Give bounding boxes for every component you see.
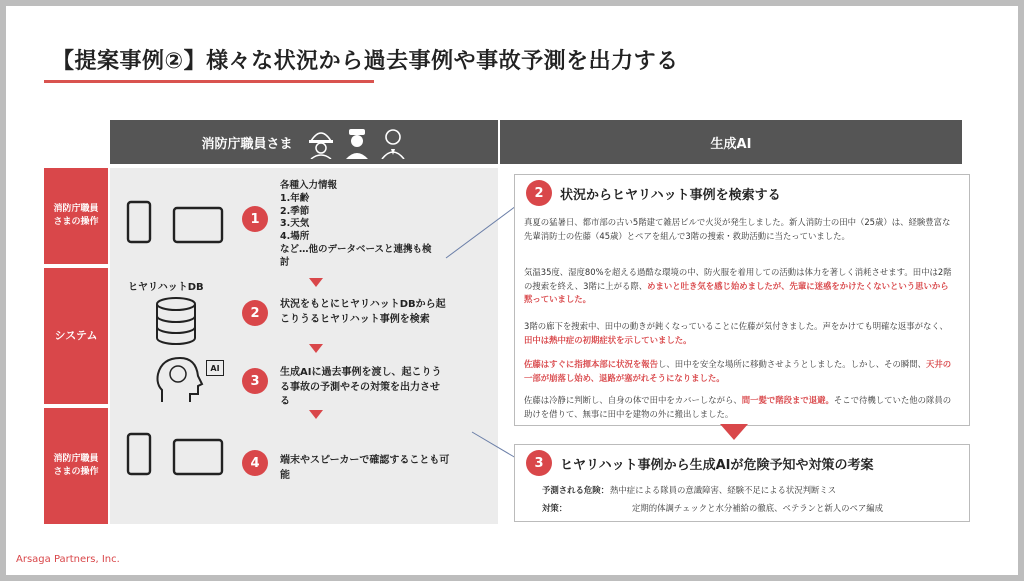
case-text: 3階の廊下を捜索中、田中の動きが鈍くなっていることに佐藤が気付きました。声をかけても明確な返事がなく、 <box>524 321 948 331</box>
page-title: 【提案事例②】様々な状況から過去事例や事故予測を出力する <box>52 49 679 74</box>
case-paragraph-1: 真夏の猛暑日、都市部の古い5階建て雑居ビルで火災が発生しました。新人消防士の田中（25歳）は、経験豊富な先輩消防士の佐藤（45歳）とペアを組んで3階の捜索・救助活動に当たっていました。 <box>524 217 951 241</box>
step-number-4: 4 <box>242 450 268 476</box>
step-number-2: 2 <box>242 300 268 326</box>
case-highlight: 佐藤はすぐに指揮本部に状況を報告 <box>524 359 658 369</box>
ai-chip-icon: AI <box>206 360 224 376</box>
footer-company: Arsaga Partners, Inc. <box>16 554 120 565</box>
case-paragraph-3 <box>524 320 956 347</box>
side-label-text: 消防庁職員 さまの操作 <box>53 453 99 477</box>
panel-number-3: 3 <box>526 450 552 476</box>
step-1-text: 各種入力情報 1.年齢 2.季節 3.天気 4.場所 など…他のデータベースと連携も検 討 <box>280 180 432 268</box>
case-text: 気温35度、湿度80%を超える過酷な環境の中、防火服を着用しての活動は体力を著しく消耗させます。田中は2階の捜索を終え、3階に上がる際、 <box>524 267 952 291</box>
side-label-text: システム <box>54 328 98 342</box>
case-paragraph-5 <box>524 394 956 421</box>
panel-number-2: 2 <box>526 180 552 206</box>
step-3-text: 生成AIに過去事例を渡し、起こりう る事故の予測やその対策を出力させ る <box>280 367 442 407</box>
panel-2-title: 状況からヒヤリハット事例を検索する <box>560 188 781 203</box>
case-highlight: 天井の一部が崩落し始め、退路が塞がれそうになりました。 <box>524 359 952 383</box>
step-number-3: 3 <box>242 368 268 394</box>
step-2-text: 状況をもとにヒヤリハットDBから起 こりうるヒヤリハット事例を検索 <box>280 299 446 325</box>
panel-3-title: ヒヤリハット事例から生成AIが危険予知や対策の考案 <box>560 458 874 473</box>
header-left-label: 消防庁職員さま <box>201 136 293 152</box>
case-paragraph-4 <box>524 358 956 385</box>
case-highlight: 間一髪で階段まで退避。 <box>741 395 834 405</box>
header-right-label: 生成AI <box>710 136 752 152</box>
case-paragraph-2 <box>524 266 956 307</box>
countermeasure-row <box>542 502 883 514</box>
side-label-text: 消防庁職員 さまの操作 <box>53 203 99 227</box>
case-text: し、田中を安全な場所に移動させようとしました。しかし、その瞬間、 <box>658 359 926 369</box>
predicted-risk-value: 熱中症による隊員の意識障害、経験不足による状況判断ミス <box>610 485 837 495</box>
case-highlight: めまいと吐き気を感じ始めましたが、先輩に迷惑をかけたくないという思いから黙っていました。 <box>524 280 949 305</box>
countermeasure-label: 対策： <box>542 503 568 513</box>
countermeasure-value: 定期的体調チェックと水分補給の徹底、ベテランと新人のペア編成 <box>632 503 883 513</box>
step-number-1: 1 <box>242 206 268 232</box>
predicted-risk-row <box>542 484 836 496</box>
case-highlight: 田中は熱中症の初期症状を示していました。 <box>524 334 692 345</box>
predicted-risk-label: 予測される危険： <box>542 485 609 495</box>
case-text: 佐藤は冷静に判断し、自身の体で田中をカバーしながら、 <box>524 395 742 405</box>
case-text: そこで待機していた他の隊員の助けを借りて、無事に田中を建物の外に搬出しました。 <box>524 395 952 419</box>
step-4-text: 端末やスピーカーで確認することも可 能 <box>280 455 450 481</box>
db-label: ヒヤリハットDB <box>128 282 204 293</box>
arrow-down-large <box>720 424 748 440</box>
